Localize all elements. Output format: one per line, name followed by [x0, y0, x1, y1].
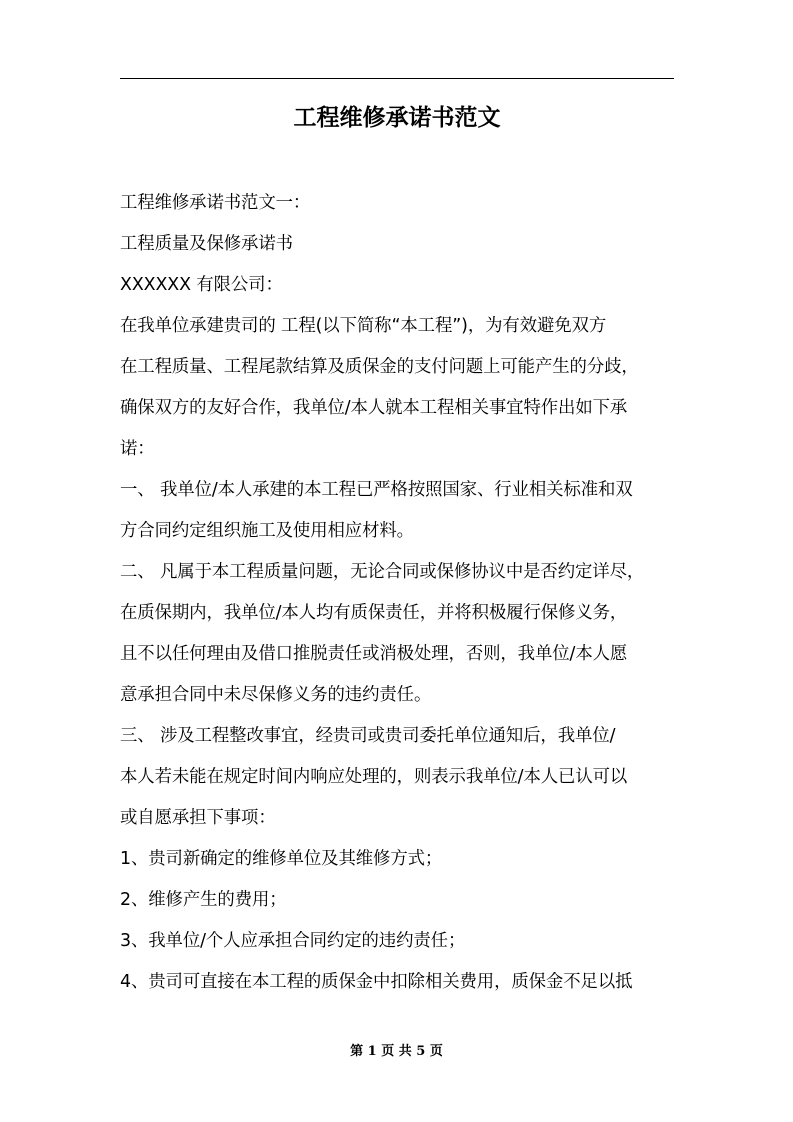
paragraph-sub-item-2	[120, 880, 676, 921]
text-line: 一、 我单位/本人承建的本工程已严格按照国家、行业相关标准和双	[120, 480, 633, 500]
text-line: 且不以任何理由及借口推脱责任或消极处理，否则，我单位/本人愿	[120, 644, 628, 664]
paragraph-addressee	[120, 265, 676, 306]
paragraph-sub-item-3	[120, 921, 676, 962]
text-line: 在我单位承建贵司的 工程(以下简称“本工程”)，为有效避免双方	[120, 316, 607, 336]
paragraph-intro	[120, 306, 676, 470]
text-line: 确保双方的友好合作，我单位/本人就本工程相关事宜特作出如下承	[120, 398, 628, 418]
paragraph-sub-item-1	[120, 839, 676, 880]
text-line: 在工程质量、工程尾款结算及质保金的支付问题上可能产生的分歧，	[120, 357, 639, 377]
text-line: 工程质量及保修承诺书	[120, 234, 293, 254]
text-line: 或自愿承担下事项：	[120, 808, 276, 828]
text-line: 4、贵司可直接在本工程的质保金中扣除相关费用，质保金不足以抵	[120, 972, 633, 992]
text-line: 意承担合同中未尽保修义务的违约责任。	[120, 685, 432, 705]
text-line: 1、贵司新确定的维修单位及其维修方式；	[120, 849, 443, 869]
paragraph-sub-item-4	[120, 962, 676, 1003]
text-line: XXXXXX 有限公司：	[120, 275, 283, 295]
paragraph-item-3	[120, 716, 676, 839]
paragraph-item-2	[120, 552, 676, 716]
text-line: 诺：	[120, 439, 155, 459]
header-rule	[120, 78, 674, 79]
paragraph-item-1	[120, 470, 676, 552]
document-body	[120, 183, 676, 1003]
paragraph-subtitle	[120, 224, 676, 265]
document-title: 工程维修承诺书范文	[293, 105, 501, 131]
text-line: 工程维修承诺书范文一：	[120, 193, 311, 213]
page-number-footer: 第 1 页 共 5 页	[350, 1044, 443, 1059]
text-line: 本人若未能在规定时间内响应处理的，则表示我单位/本人已认可以	[120, 767, 628, 787]
text-line: 3、我单位/个人应承担合同约定的违约责任；	[120, 931, 466, 951]
text-line: 在质保期内，我单位/本人均有质保责任，并将积极履行保修义务，	[120, 603, 628, 623]
text-line: 2、维修产生的费用；	[120, 890, 287, 910]
text-line: 二、 凡属于本工程质量问题，无论合同或保修协议中是否约定详尽，	[120, 562, 645, 582]
text-line: 方合同约定组织施工及使用相应材料。	[120, 521, 414, 541]
paragraph-heading	[120, 183, 676, 224]
text-line: 三、 涉及工程整改事宜，经贵司或贵司委托单位通知后，我单位/	[120, 726, 616, 746]
